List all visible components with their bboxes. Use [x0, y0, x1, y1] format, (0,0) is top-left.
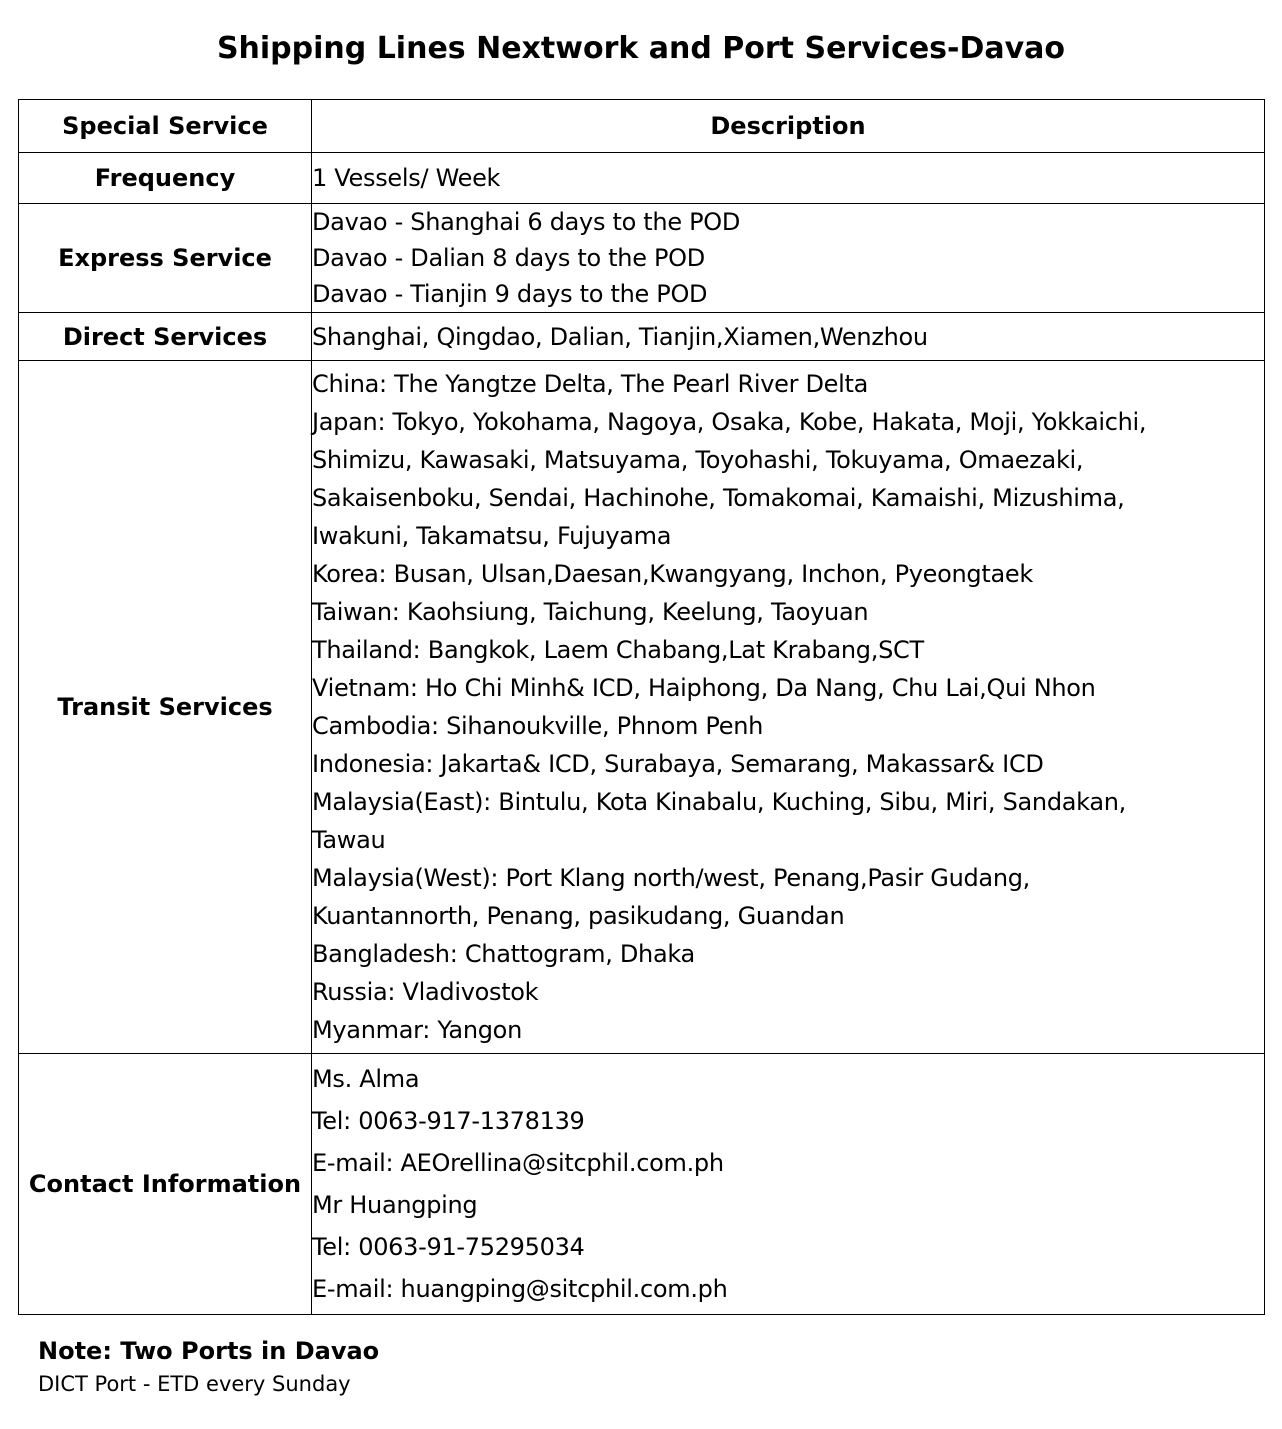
- transit-services-description: [312, 361, 1265, 1054]
- express-service-label: Express Service: [19, 204, 312, 313]
- header-description: Description: [312, 100, 1265, 153]
- description-line: Taiwan: Kaohsiung, Taichung, Keelung, Taoyuan: [312, 598, 869, 626]
- services-table: [18, 99, 1265, 1315]
- contact-information-label: Contact Information: [19, 1054, 312, 1315]
- description-line: Shanghai, Qingdao, Dalian, Tianjin,Xiamen,Wenzhou: [312, 322, 928, 351]
- note-title: Note: Two Ports in Davao: [38, 1337, 380, 1365]
- frequency-description: [312, 153, 1265, 204]
- express-service-description: [312, 204, 1265, 313]
- contact-information-description: [312, 1054, 1265, 1315]
- contact-email: E-mail: AEOrellina@sitcphil.com.ph: [312, 1149, 724, 1177]
- page-title: Shipping Lines Nextwork and Port Services-Davao: [216, 31, 1066, 66]
- description-line: Tawau: [312, 826, 386, 854]
- description-line: Bangladesh: Chattogram, Dhaka: [312, 940, 695, 968]
- note-text: DICT Port - ETD every Sunday: [38, 1372, 351, 1396]
- table-row: [19, 1054, 1265, 1315]
- description-line: Thailand: Bangkok, Laem Chabang,Lat Krabang,SCT: [312, 636, 924, 664]
- description-line: 1 Vessels/ Week: [312, 164, 501, 192]
- frequency-label: Frequency: [19, 153, 312, 204]
- table-row: [19, 313, 1265, 361]
- table-header-row: [19, 100, 1265, 153]
- description-line: Davao - Dalian 8 days to the POD: [312, 244, 705, 272]
- description-line: Shimizu, Kawasaki, Matsuyama, Toyohashi, Tokuyama, Omaezaki,: [312, 446, 1084, 474]
- description-line: China: The Yangtze Delta, The Pearl River Delta: [312, 370, 868, 398]
- table-row: [19, 361, 1265, 1054]
- description-line: Vietnam: Ho Chi Minh& ICD, Haiphong, Da Nang, Chu Lai,Qui Nhon: [312, 674, 1096, 702]
- description-line: Kuantannorth, Penang, pasikudang, Guandan: [312, 902, 845, 930]
- direct-services-label: Direct Services: [19, 313, 312, 361]
- transit-services-label: Transit Services: [19, 361, 312, 1054]
- contact-name: Ms. Alma: [312, 1065, 420, 1093]
- contact-phone: Tel: 0063-91-75295034: [312, 1233, 585, 1261]
- description-line: Iwakuni, Takamatsu, Fujuyama: [312, 522, 672, 550]
- description-line: Malaysia(East): Bintulu, Kota Kinabalu, Kuching, Sibu, Miri, Sandakan,: [312, 788, 1126, 816]
- description-line: Malaysia(West): Port Klang north/west, Penang,Pasir Gudang,: [312, 864, 1031, 892]
- table-row: [19, 153, 1265, 204]
- description-line: Sakaisenboku, Sendai, Hachinohe, Tomakomai, Kamaishi, Mizushima,: [312, 484, 1125, 512]
- description-line: Japan: Tokyo, Yokohama, Nagoya, Osaka, Kobe, Hakata, Moji, Yokkaichi,: [312, 408, 1147, 436]
- contact-phone: Tel: 0063-917-1378139: [312, 1107, 585, 1135]
- description-line: Davao - Shanghai 6 days to the POD: [312, 208, 741, 236]
- direct-services-description: [312, 313, 1265, 361]
- table-row: [19, 204, 1265, 313]
- description-line: Davao - Tianjin 9 days to the POD: [312, 280, 708, 308]
- description-line: Korea: Busan, Ulsan,Daesan,Kwangyang, Inchon, Pyeongtaek: [312, 560, 1033, 588]
- contact-email: E-mail: huangping@sitcphil.com.ph: [312, 1275, 728, 1303]
- description-line: Indonesia: Jakarta& ICD, Surabaya, Semarang, Makassar& ICD: [312, 750, 1044, 778]
- description-line: Russia: Vladivostok: [312, 978, 539, 1006]
- header-special-service: Special Service: [19, 100, 312, 153]
- contact-name: Mr Huangping: [312, 1191, 478, 1219]
- description-line: Cambodia: Sihanoukville, Phnom Penh: [312, 712, 764, 740]
- description-line: Myanmar: Yangon: [312, 1016, 522, 1044]
